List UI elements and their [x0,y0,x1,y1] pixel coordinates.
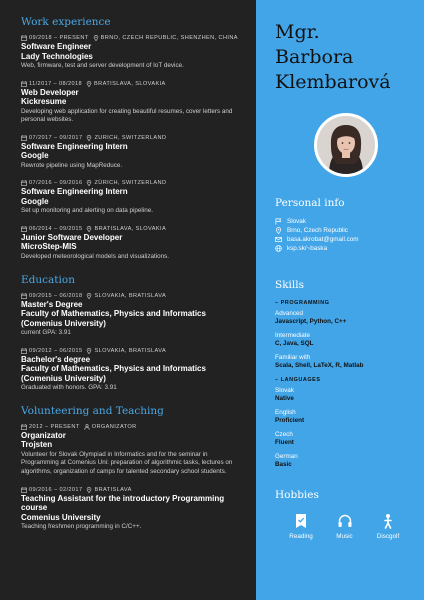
person-icon [84,424,90,430]
entry-organization: Faculty of Mathematics, Physics and Informatics (Comenius University) [21,364,206,383]
flag-icon [275,218,282,225]
address-row [275,226,412,235]
portrait-image [317,116,375,174]
calendar-icon [21,348,27,354]
skill-level: Czech [275,431,293,438]
skill-level: Slovak [275,387,294,394]
skill-value: Basic [275,461,292,468]
skill-item [275,332,412,348]
personal-info-title: Personal info [275,197,345,209]
calendar-icon [21,424,27,430]
skill-value: Javascript, Python, C++ [275,318,347,325]
entry-organization: MicroStep-MIS [21,242,77,252]
volunteering-title: Volunteering and Teaching [21,404,164,417]
entry-role: Master's Degree [21,299,83,309]
skill-value: Native [275,395,294,402]
skill-level: German [275,453,298,460]
entry-role: Junior Software Developer [21,232,123,242]
entry-location: BRATISLAVA [94,486,132,493]
name-last: Klembarová [275,71,391,93]
entry-location: SLOVAKIA, BRATISLAVA [94,347,167,354]
entry-description: Volunteer for Slovak Olympiad in Informatics and for the seminar in Programming at Comenius Uni: preparation of algorithmic tasks, lectures on algorithms, organization of camps for talented secondary school students. [21,450,233,475]
skill-level: Advanced [275,310,304,317]
hobby-item [281,513,321,540]
hobby-item [325,513,365,540]
entry-description: Rewrote pipeline using MapReduce. [21,161,123,169]
entry-meta [21,226,240,232]
entry-location: BRNO, CZECH REPUBLIC, SHENZHEN, CHINA [100,35,238,41]
entry-location: ZURICH, SWITZERLAND [94,134,167,141]
entry-meta [21,35,240,41]
entry-item [21,135,240,171]
entry-date: 09/2015 – 06/2018 [29,292,83,299]
calendar-icon [21,487,27,493]
headphones-icon [337,513,353,529]
language-skills-list [275,387,412,469]
globe-icon [275,245,282,252]
entry-item [21,424,240,477]
entry-organization: Faculty of Mathematics, Physics and Informatics (Comenius University) [21,309,206,328]
website-row[interactable] [275,244,412,253]
entry-location: ORGANIZATOR [91,423,137,430]
education-title: Education [21,273,75,286]
skill-item [275,453,412,469]
hobby-label: Music [336,533,353,540]
entry-location: SLOVAKIA, BRATISLAVA [94,292,167,299]
entry-organization: Comenius University [21,512,101,522]
entry-description: Web, firmware, test and server development of IoT device. [21,62,184,69]
skill-value: Scala, Shell, LaTeX, R, Matlab [275,362,364,369]
entry-date: 06/2014 – 09/2015 [29,225,83,232]
entry-date: 09/2012 – 06/2015 [29,347,83,354]
skill-level: Intermediate [275,332,311,339]
entry-location: BRATISLAVA, SLOVAKIA [94,80,166,87]
entry-date: 11/2017 – 08/2018 [29,80,83,87]
entry-organization: Google [21,196,49,206]
name-title: Mgr. [275,21,320,43]
right-column [256,0,424,600]
entry-location: ZÜRICH, SWITZERLAND [94,180,167,187]
entry-item [21,487,240,532]
volunteering-list [21,424,240,532]
entry-role: Bachelor's degree [21,354,91,364]
entry-meta [21,348,240,354]
location-pin-icon [275,227,282,234]
entry-item [21,180,240,216]
location-pin-icon [86,226,92,232]
book-bookmark-icon [293,513,309,529]
personal-info-list [275,217,412,253]
hobbies-title: Hobbies [275,489,319,501]
skill-level: English [275,409,296,416]
entry-item [21,348,240,393]
email-link[interactable]: basa.akrobat@gmail.com [287,236,359,243]
nationality-row [275,217,412,226]
location-pin-icon [86,81,92,87]
name-first: Barbora [275,46,354,68]
skill-value: Proficient [275,417,305,424]
skill-value: C, Java, SQL [275,340,314,347]
calendar-icon [21,81,27,87]
entry-item [21,81,240,125]
entry-meta [21,293,240,299]
hobby-label: Discgolf [376,533,400,540]
full-name [275,20,412,95]
entry-item [21,293,240,338]
address-value: Brno, Czech Republic [287,227,348,234]
entry-date: 09/2016 – 02/2017 [29,486,83,493]
languages-group-label: – LANGUAGES [275,377,321,383]
calendar-icon [21,135,27,141]
skill-item [275,387,412,403]
location-pin-icon [86,487,92,493]
calendar-icon [21,35,27,41]
entry-organization: Lady Technologies [21,51,93,61]
entry-role: Software Engineer [21,42,92,51]
entry-organization: Google [21,151,49,161]
hobby-item [368,513,408,540]
work-experience-title: Work experience [21,16,111,28]
programming-group-label: – PROGRAMMING [275,300,330,306]
skill-item [275,409,412,425]
calendar-icon [21,293,27,299]
entry-date: 09/2018 – PRESENT [29,35,89,41]
entry-meta [21,180,240,186]
person-icon [380,513,396,529]
hobbies-list [275,513,412,540]
calendar-icon [21,180,27,186]
entry-organization: Trojsten [21,440,53,450]
calendar-icon [21,226,27,232]
entry-role: Software Engineering Intern [21,187,128,197]
entry-meta [21,424,240,430]
skills-title: Skills [275,279,305,291]
entry-date: 07/2017 – 09/2017 [29,134,83,141]
entry-meta [21,135,240,141]
profile-photo [314,113,378,177]
entry-organization: Kickresume [21,97,67,107]
nationality-value: Slovak [287,218,306,225]
location-pin-icon [93,35,99,41]
skill-item [275,310,412,326]
entry-meta [21,487,240,493]
location-pin-icon [86,135,92,141]
entry-item [21,35,240,71]
skill-item [275,354,412,370]
entry-description: Developing web application for creating beautiful resumes, cover letters and personal websites. [21,107,233,124]
work-list [21,35,240,262]
skill-level: Familiar with [275,354,311,361]
entry-role: Teaching Assistant for the introductory Programming course [21,493,225,513]
location-pin-icon [86,180,92,186]
entry-role: Software Engineering Intern [21,141,128,151]
location-pin-icon [86,348,92,354]
skill-item [275,431,412,447]
hobby-label: Reading [289,533,313,540]
entry-description: Developed meteorological models and visualizations. [21,252,170,260]
entry-description: current GPA: 3.91 [21,329,71,337]
entry-meta [21,81,240,87]
entry-description: Set up monitoring and alerting on data pipeline. [21,207,153,215]
entry-location: BRATISLAVA, SLOVAKIA [94,225,167,232]
location-pin-icon [86,293,92,299]
website-link[interactable]: ksp.sk/~baska [287,245,328,252]
entry-date: 07/2016 – 09/2016 [29,180,83,187]
programming-skills-list [275,310,412,370]
skill-value: Fluent [275,439,294,446]
education-list [21,293,240,393]
entry-item [21,226,240,262]
entry-role: Organizator [21,430,66,440]
envelope-icon [275,236,282,243]
entry-description: Graduated with honors. GPA: 3.91 [21,384,117,392]
email-row[interactable] [275,235,412,244]
entry-date: 2012 – PRESENT [29,423,80,430]
entry-role: Web Developer [21,87,79,97]
entry-description: Teaching freshmen programming in C/C++. [21,523,142,531]
